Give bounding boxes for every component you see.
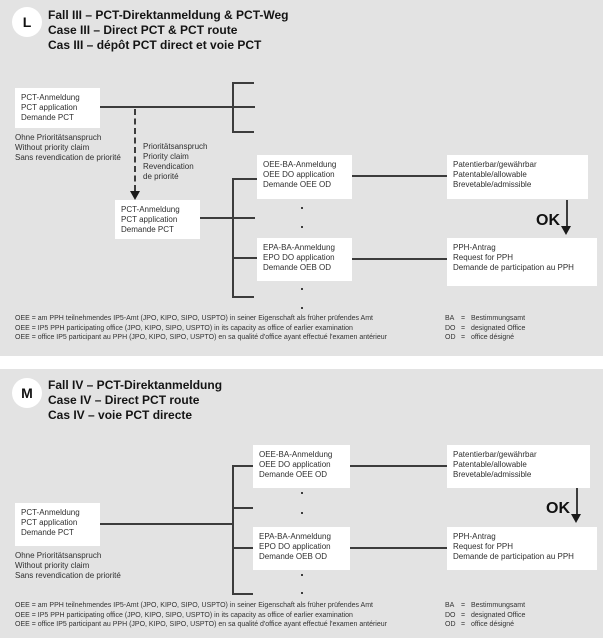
- connector-pct-to-fork: [100, 523, 233, 525]
- box-line-de: Patentierbar/gewährbar: [453, 450, 537, 459]
- label-without-priority-claim: [15, 551, 121, 581]
- label-priority-claim: [143, 142, 207, 182]
- label-line-de: Ohne Prioritätsanspruch: [15, 551, 102, 560]
- label-line-en: Without priority claim: [15, 143, 90, 152]
- panel1-title-de: Fall III – PCT-Direktanmeldung & PCT-Weg: [48, 8, 289, 22]
- footnote-line-en: OEE = IP5 PPH participating office (JPO, KIPO, SIPO, USPTO) in its capacity as office of earlier examination: [15, 611, 353, 619]
- box-patentable: [447, 445, 590, 488]
- fork-branch-stub: [232, 507, 253, 509]
- box-line-en: Patentable/allowable: [453, 460, 527, 469]
- fork-branch-to-epo: [232, 547, 253, 549]
- box-line-de: OEE-BA-Anmeldung: [263, 160, 337, 169]
- ellipsis-dot: [301, 592, 303, 594]
- ok-arrow-line: [566, 200, 568, 228]
- box-line-fr: Demande OEB OD: [263, 263, 332, 272]
- fork-branch-to-oee: [232, 465, 253, 467]
- fork-branch-stub: [232, 593, 253, 595]
- fork-branch-to-oee: [232, 178, 257, 180]
- abbr-def: Bestimmungsamt: [471, 602, 526, 609]
- panel2-title-fr: Cas IV – voie PCT directe: [48, 408, 193, 422]
- box-oee-do-application: [257, 155, 352, 199]
- box-line-fr: Demande PCT: [121, 225, 174, 234]
- label-line-fr: Sans revendication de priorité: [15, 571, 121, 580]
- box-line-de: OEE-BA-Anmeldung: [259, 450, 333, 459]
- footnote-abbreviations: [445, 314, 525, 343]
- label-line-fr: Revendication: [143, 162, 194, 171]
- top-fork-branch-stub: [232, 82, 254, 84]
- box-line-en: Request for PPH: [453, 542, 514, 551]
- box-line-fr: Demande PCT: [21, 113, 74, 122]
- box-line-fr: Brevetable/admissible: [453, 180, 532, 189]
- fork-branch-stub: [232, 296, 254, 298]
- connector-oee-to-patentable: [352, 175, 447, 177]
- fork-branch-to-epo: [232, 257, 257, 259]
- ellipsis-dot: [301, 574, 303, 576]
- box-line-en: PCT application: [121, 215, 178, 224]
- label-line-en: Without priority claim: [15, 561, 90, 570]
- box-epo-do-application: [257, 238, 352, 281]
- box-line-fr: Demande PCT: [21, 528, 74, 537]
- abbr-eq: =: [461, 611, 466, 619]
- box-line-de: Patentierbar/gewährbar: [453, 160, 537, 169]
- abbr-def: office désigné: [471, 334, 515, 341]
- label-line-fr: Sans revendication de priorité: [15, 153, 121, 162]
- box-pct-application: [15, 503, 100, 546]
- connector-oee-to-patentable: [350, 465, 447, 467]
- footnote-oee-definitions: [15, 601, 387, 630]
- footnote-abbreviations: [445, 601, 525, 630]
- box-line-fr: Demande OEE OD: [263, 180, 332, 189]
- footnote-line-en: OEE = IP5 PPH participating office (JPO, KIPO, SIPO, USPTO) in its capacity as office of earlier examination: [15, 324, 353, 332]
- ellipsis-dot: [301, 288, 303, 290]
- box-patentable: [447, 155, 588, 199]
- box-line-en: EPO DO application: [259, 542, 331, 551]
- ok-arrowhead-icon: [571, 514, 581, 523]
- box-line-en: Patentable/allowable: [453, 170, 527, 179]
- abbr: DO: [445, 611, 456, 619]
- box-line-de: PPH-Antrag: [453, 243, 496, 252]
- ellipsis-dot: [301, 492, 303, 494]
- case-badge-m: M: [12, 378, 42, 408]
- top-fork-branch-stub: [232, 131, 254, 133]
- box-line-en: OEE DO application: [259, 460, 331, 469]
- box-line-en: EPO DO application: [263, 253, 335, 262]
- footnote-line-de: OEE = am PPH teilnehmendes IP5-Amt (JPO, KIPO, SIPO, USPTO) in seiner Eigenschaft als früher prüfendes Amt: [15, 315, 373, 322]
- box-line-en: PCT application: [21, 103, 78, 112]
- box-line-de: PCT-Anmeldung: [21, 93, 80, 102]
- ok-arrowhead-icon: [561, 226, 571, 235]
- abbr-def: Bestimmungsamt: [471, 315, 526, 322]
- box-pct-application-second: [115, 200, 200, 239]
- ellipsis-dot: [301, 226, 303, 228]
- label-line-en: Priority claim: [143, 152, 189, 161]
- connector-epo-to-pph: [350, 547, 447, 549]
- box-line-de: PCT-Anmeldung: [121, 205, 180, 214]
- ok-label: OK: [536, 212, 560, 229]
- box-line-fr: Demande OEB OD: [259, 552, 328, 561]
- label-line-de: Ohne Prioritätsanspruch: [15, 133, 102, 142]
- ok-label: OK: [546, 500, 570, 517]
- abbr-def: designated Office: [471, 324, 526, 332]
- footnote-line-de: OEE = am PPH teilnehmendes IP5-Amt (JPO, KIPO, SIPO, USPTO) in seiner Eigenschaft als früher prüfendes Amt: [15, 602, 373, 609]
- abbr-eq: =: [461, 315, 466, 322]
- box-line-en: Request for PPH: [453, 253, 514, 262]
- panel1-title-en: Case III – Direct PCT & PCT route: [48, 23, 238, 37]
- abbr-eq: =: [461, 334, 466, 341]
- ellipsis-dot: [301, 307, 303, 309]
- box-line-de: PCT-Anmeldung: [21, 508, 80, 517]
- abbr-eq: =: [461, 621, 466, 628]
- box-line-de: PPH-Antrag: [453, 532, 496, 541]
- abbr-eq: =: [461, 602, 466, 609]
- priority-claim-dashed-line: [134, 109, 136, 191]
- abbr-eq: =: [461, 324, 466, 332]
- abbr: OD: [445, 621, 456, 628]
- label-without-priority-claim: [15, 133, 121, 163]
- connector-epo-to-pph: [352, 258, 447, 260]
- lower-fork-vertical: [232, 178, 234, 298]
- ok-arrow-line: [576, 488, 578, 516]
- panel2-title-en: Case IV – Direct PCT route: [48, 393, 200, 407]
- abbr: BA: [445, 602, 455, 609]
- box-pct-application-initial: [15, 88, 100, 128]
- connector-pct2-to-fork: [200, 217, 255, 219]
- box-line-de: EPA-BA-Anmeldung: [263, 243, 335, 252]
- box-line-en: PCT application: [21, 518, 78, 527]
- box-line-fr: Demande de participation au PPH: [453, 552, 574, 561]
- ellipsis-dot: [301, 512, 303, 514]
- abbr: OD: [445, 334, 456, 341]
- box-line-fr: Demande de participation au PPH: [453, 263, 574, 272]
- footnote-oee-definitions: [15, 314, 387, 343]
- box-oee-do-application: [253, 445, 350, 488]
- top-fork-vertical: [232, 82, 234, 133]
- box-line-de: EPA-BA-Anmeldung: [259, 532, 331, 541]
- box-line-fr: Demande OEE OD: [259, 470, 328, 479]
- panel2-title: [48, 378, 222, 423]
- panel2-title-de: Fall IV – PCT-Direktanmeldung: [48, 378, 223, 392]
- box-line-en: OEE DO application: [263, 170, 335, 179]
- box-epo-do-application: [253, 527, 350, 570]
- abbr-def: designated Office: [471, 611, 526, 619]
- fork-vertical: [232, 465, 234, 595]
- label-line-de: Prioritätsanspruch: [143, 142, 208, 151]
- box-pph-request: [447, 238, 597, 286]
- box-line-fr: Brevetable/admissible: [453, 470, 532, 479]
- abbr: DO: [445, 324, 456, 332]
- panel-case-iv: [0, 369, 603, 638]
- priority-claim-arrowhead-icon: [130, 191, 140, 200]
- box-pph-request: [447, 527, 597, 570]
- panel1-title: [48, 8, 288, 53]
- label-line-fr2: de priorité: [143, 172, 179, 181]
- footnote-line-fr: OEE = office IP5 participant au PPH (JPO, KIPO, SIPO, USPTO) en sa qualité d'office ayant effectué l'examen antérieur: [15, 334, 387, 341]
- abbr: BA: [445, 315, 455, 322]
- footnote-line-fr: OEE = office IP5 participant au PPH (JPO, KIPO, SIPO, USPTO) en sa qualité d'office ayant effectué l'examen antérieur: [15, 621, 387, 628]
- abbr-def: office désigné: [471, 621, 515, 628]
- case-badge-l: L: [12, 7, 42, 37]
- ellipsis-dot: [301, 207, 303, 209]
- panel1-title-fr: Cas III – dépôt PCT direct et voie PCT: [48, 38, 262, 52]
